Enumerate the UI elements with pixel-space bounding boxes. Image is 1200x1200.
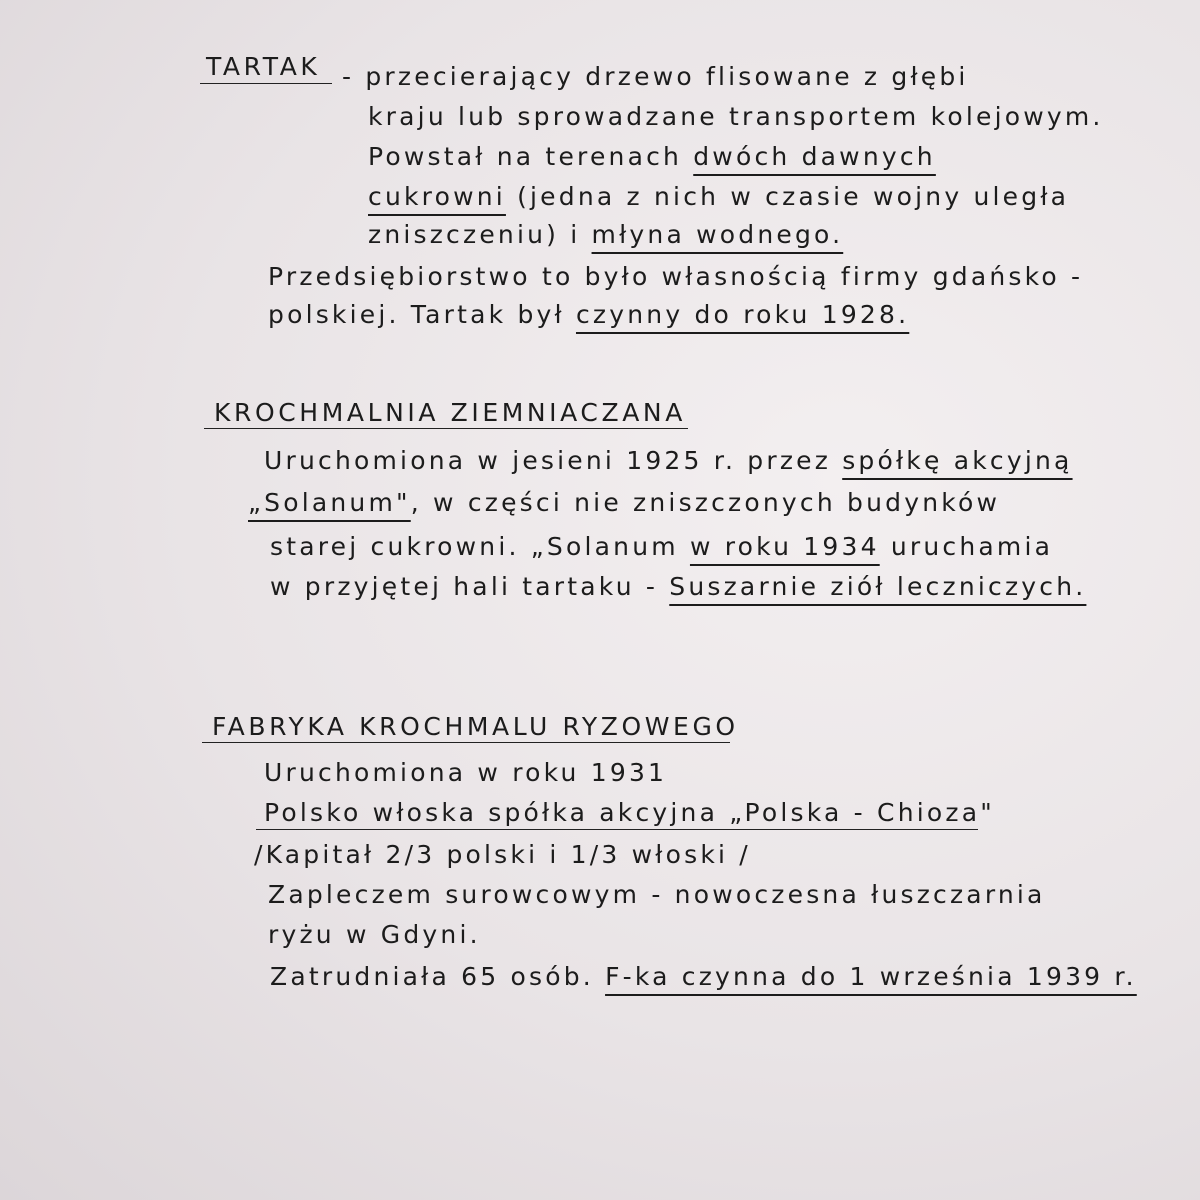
text-line — [270, 532, 1053, 562]
text-line — [270, 962, 1137, 992]
underlined-phrase: młyna wodnego. — [591, 220, 844, 249]
text-fragment: polskiej. Tartak był — [268, 300, 576, 329]
heading-underline — [200, 83, 332, 84]
text-fragment: ryżu w Gdyni. — [268, 920, 481, 949]
text-fragment: Zapleczem surowcowym - nowoczesna łuszczarnia — [268, 880, 1046, 909]
text-line — [270, 572, 1086, 602]
text-fragment: w przyjętej hali tartaku - — [270, 572, 670, 601]
underlined-phrase: cukrowni — [368, 182, 506, 211]
section-heading: TARTAK — [206, 52, 321, 81]
text-line — [368, 102, 1104, 132]
text-line — [368, 182, 1069, 212]
text-fragment: /Kapitał 2/3 polski i 1/3 włoski / — [254, 840, 751, 869]
text-line — [248, 488, 1000, 518]
text-line — [268, 262, 1083, 292]
text-fragment: starej cukrowni. „Solanum — [270, 532, 690, 561]
text-line — [254, 840, 751, 870]
text-fragment: Zatrudniała 65 osób. — [270, 962, 606, 991]
text-line — [368, 142, 936, 172]
text-line — [268, 920, 481, 950]
heading-underline — [204, 428, 688, 429]
text-line — [268, 300, 909, 330]
text-line — [268, 880, 1046, 910]
section-heading: KROCHMALNIA ZIEMNIACZANA — [214, 398, 686, 427]
heading-underline — [202, 742, 730, 743]
text-fragment: , w części nie zniszczonych budynków — [410, 488, 1001, 517]
underlined-phrase: F-ka czynna do 1 września 1939 r. — [605, 962, 1137, 991]
text-fragment: Polsko włoska spółka akcyjna „Polska - Chioza" — [264, 798, 995, 827]
text-fragment: Przedsiębiorstwo to było własnością firmy gdańsko - — [268, 262, 1084, 291]
text-fragment: Uruchomiona w jesieni 1925 r. przez — [264, 446, 843, 475]
text-line — [264, 446, 1073, 476]
text-fragment: Powstał na terenach — [368, 142, 694, 171]
line-underline — [256, 829, 978, 830]
text-fragment: uruchamia — [879, 532, 1054, 561]
text-line — [342, 62, 969, 92]
text-line — [264, 758, 667, 788]
underlined-phrase: spółkę akcyjną — [842, 446, 1073, 475]
underlined-phrase: czynny do roku 1928. — [575, 300, 910, 329]
text-fragment: (jedna z nich w czasie wojny uległa — [505, 182, 1070, 211]
underlined-phrase: dwóch dawnych — [693, 142, 936, 171]
underlined-phrase: Suszarnie ziół leczniczych. — [669, 572, 1087, 601]
text-line — [264, 798, 995, 828]
section-heading: FABRYKA KROCHMALU RYZOWEGO — [212, 712, 739, 741]
underlined-phrase: w roku 1934 — [689, 532, 880, 561]
text-fragment: Uruchomiona w roku 1931 — [264, 758, 668, 787]
underlined-phrase: „Solanum" — [248, 488, 411, 517]
text-fragment: kraju lub sprowadzane transportem kolejowym. — [368, 102, 1104, 131]
text-fragment: zniszczeniu) i — [368, 220, 592, 249]
text-fragment: - przecierający drzewo flisowane z głębi — [342, 62, 969, 91]
text-line — [368, 220, 843, 250]
